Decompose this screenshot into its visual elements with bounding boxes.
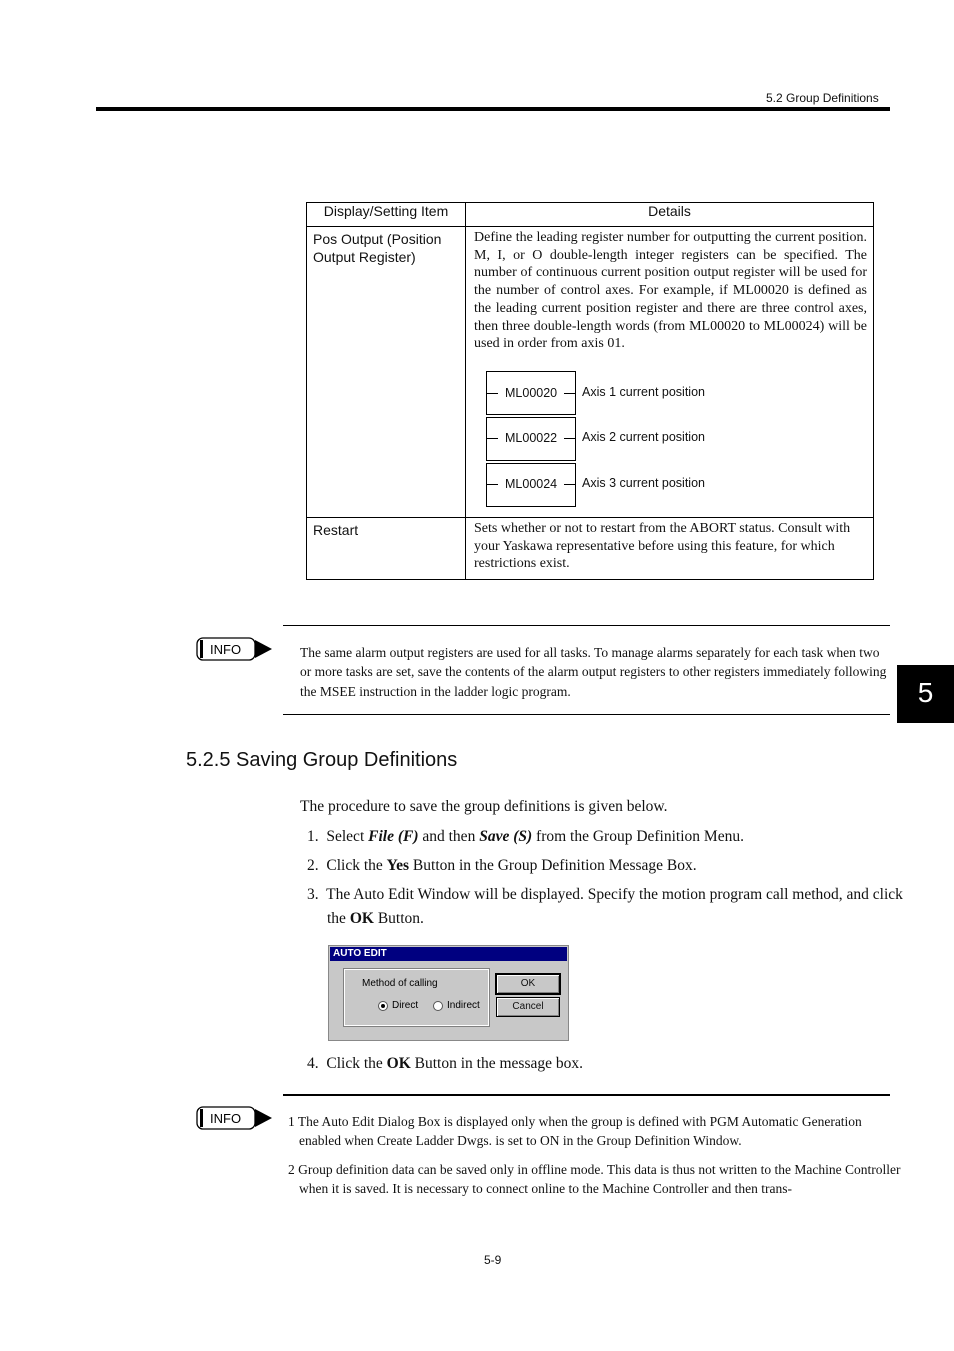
ok-button[interactable]: OK <box>496 974 560 994</box>
info-text: The same alarm output registers are used for all tasks. To manage alarms separately for each task when two or more tasks are set, save the contents of the alarm output registers to other registers immediately following the MSEE instruction in the ladder logic program. <box>300 645 887 699</box>
radio-indirect-label[interactable]: Indirect <box>447 1000 480 1011</box>
tick-line <box>486 438 498 439</box>
radio-indirect[interactable] <box>433 1001 443 1011</box>
info-badge-text: INFO <box>210 642 242 657</box>
register-diagram <box>474 371 867 511</box>
tick-line <box>486 484 498 485</box>
setting-details <box>466 227 874 518</box>
step-3: 3. The Auto Edit Window will be displayed. Specify the motion program call method, and click the OK Button. <box>307 886 903 927</box>
running-head: 5.2 Group Definitions <box>766 91 879 105</box>
setting-item: Pos Output (Position Output Register) <box>307 227 466 518</box>
register-name: ML00024 <box>505 476 558 491</box>
tick-line <box>564 393 576 394</box>
info-bottom-rule <box>283 714 890 715</box>
section-title: 5.2.5 Saving Group Definitions <box>186 749 458 771</box>
radio-direct-label[interactable]: Direct <box>392 1000 419 1011</box>
axis-label: Axis 3 current position <box>582 475 705 490</box>
info-icon <box>196 1105 274 1135</box>
table-row <box>307 227 874 518</box>
radio-direct[interactable] <box>378 1001 388 1011</box>
register-name: ML00022 <box>505 430 558 445</box>
column-header: Display/Setting Item <box>307 203 466 227</box>
info-note-1: 1 The Auto Edit Dialog Box is displayed only when the group is defined with PGM Automatic Generation enabled when Create Ladder Dwgs. is set to ON in the Group Definition Window. <box>288 1114 862 1149</box>
group-label: Method of calling <box>362 978 438 989</box>
step-2: 2. Click the Yes Button in the Group Definition Message Box. <box>307 857 697 874</box>
section-intro: The procedure to save the group definitions is given below. <box>300 798 668 815</box>
method-group <box>344 969 489 1026</box>
tick-line <box>564 484 576 485</box>
tick-line <box>564 438 576 439</box>
setting-item: Restart <box>307 517 466 579</box>
register-name: ML00020 <box>505 385 558 400</box>
column-header: Details <box>466 203 874 227</box>
dialog-title: AUTO EDIT <box>330 947 567 961</box>
table-row <box>307 517 874 579</box>
info2-top-rule <box>283 1094 890 1096</box>
setting-details: Sets whether or not to restart from the ABORT status. Consult with your Yaskawa representative before using this feature, for which restrictions exist. <box>466 517 874 579</box>
auto-edit-dialog <box>328 945 569 1041</box>
step-1: 1. Select File (F) and then Save (S) from the Group Definition Menu. <box>307 828 744 845</box>
info-icon <box>196 636 274 666</box>
step-4: 4. Click the OK Button in the message box. <box>307 1055 583 1072</box>
chapter-tab: 5 <box>897 665 954 723</box>
page-number: 5-9 <box>484 1253 502 1267</box>
info-badge-text: INFO <box>210 1111 242 1126</box>
axis-label: Axis 2 current position <box>582 429 705 444</box>
header-rule <box>96 107 890 111</box>
settings-table <box>306 202 874 580</box>
table-header-row <box>307 203 874 227</box>
info-note-2: 2 Group definition data can be saved only in offline mode. This data is thus not written to the Machine Controller when it is saved. It is necessary to connect online to the Machine Controller and then trans- <box>288 1162 901 1197</box>
details-text: Define the leading register number for outputting the current position. M, I, or O double-length integer registers can be specified. The number of continuous current position output register will be used for the number of control axes. For example, if ML00020 is defined as the leading current position register and there are three control axes, then three double-length words (from ML00020 to ML00024) will be used in order from axis 01. <box>474 230 867 352</box>
axis-label: Axis 1 current position <box>582 384 705 399</box>
info-top-rule <box>283 625 890 626</box>
cancel-button[interactable]: Cancel <box>496 997 560 1017</box>
tick-line <box>486 393 498 394</box>
